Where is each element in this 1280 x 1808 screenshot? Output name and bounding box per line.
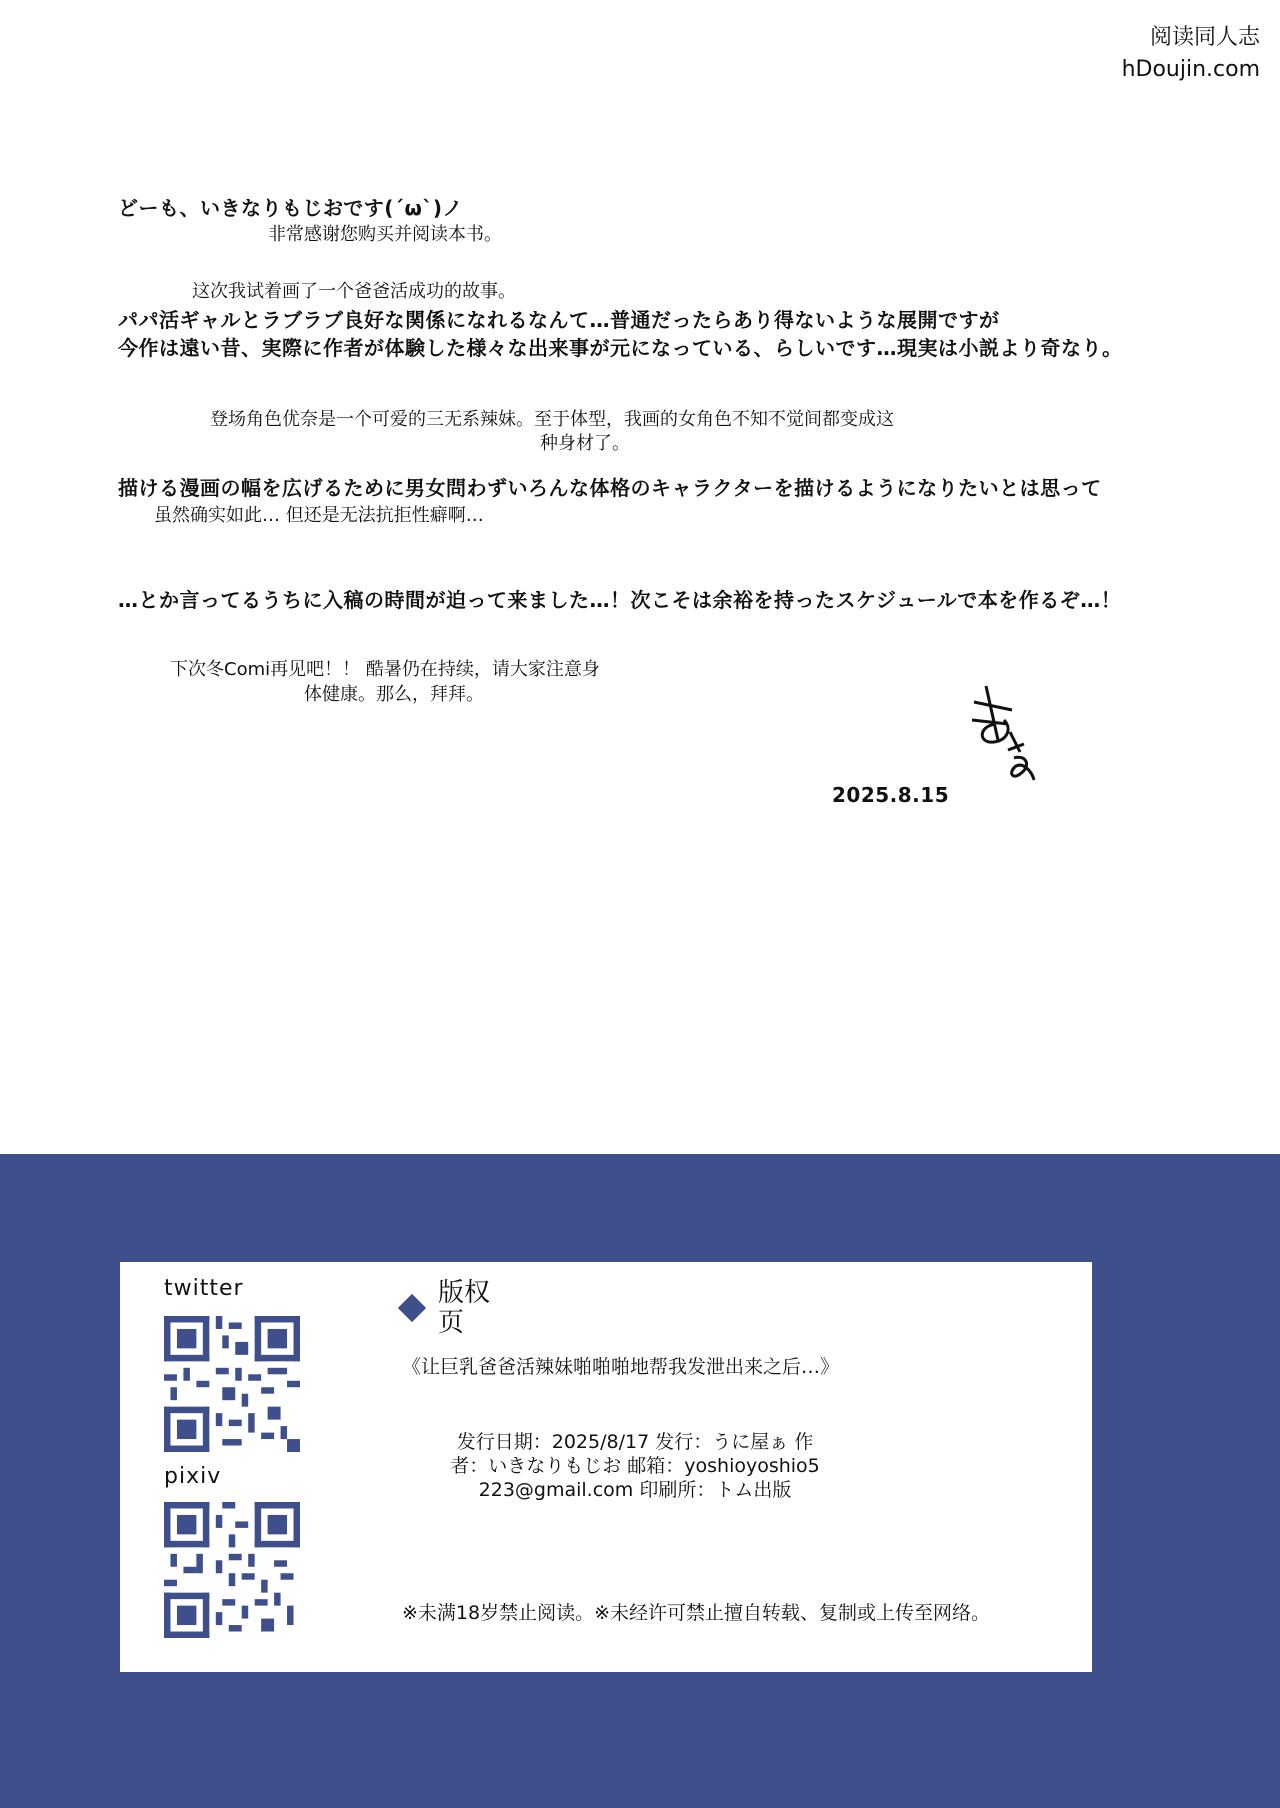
colophon-card [120, 1262, 1092, 1672]
book-title: 《让巨乳爸爸活辣妹啪啪啪地帮我发泄出来之后…》 [402, 1356, 840, 1378]
colophon-header [402, 1278, 498, 1338]
jp-deadline-line: …とか言ってるうちに入稿の時間が迫って来ました…！次こそは余裕を持ったスケジュールで本を作るぞ…！ [118, 588, 1122, 612]
cn-farewell-line-1: 下次冬Comi再见吧！！ 酷暑仍在持续，请大家注意身 [170, 659, 600, 680]
author-signature [968, 680, 1040, 790]
pixiv-qr-code[interactable] [164, 1502, 300, 1638]
colophon-title: 版权页 [438, 1278, 491, 1338]
cn-story: 这次我试着画了一个爸爸活成功的故事。 [192, 281, 516, 302]
watermark-line-2: hDoujin.com [1121, 57, 1260, 82]
jp-papa-line: パパ活ギャルとラブラブ良好な関係になれるなんて…普通だったらあり得ないような展開ですが [118, 308, 1000, 332]
letter-date: 2025.8.15 [832, 783, 950, 807]
cn-farewell-line-2: 体健康。那么，拜拜。 [304, 684, 484, 705]
watermark-line-1: 阅读同人志 [1149, 25, 1260, 50]
cn-fetish-line: 虽然确实如此… 但还是无法抗拒性癖啊… [148, 504, 490, 528]
jp-range-line: 描ける漫画の幅を広げるために男女問わずいろんな体格のキャラクターを描けるようになりたいとは思って [118, 476, 1102, 500]
publication-details: 发行日期：2025/8/17 发行：うに屋ぁ 作者：いきなりもじお 邮箱：yoshioyoshio5223@gmail.com 印刷所：トム出版 [450, 1431, 820, 1501]
twitter-qr-code[interactable] [164, 1316, 300, 1452]
jp-greeting: どーも、いきなりもじおです(´ω`)ノ [118, 196, 463, 220]
cn-heroine-line-2: 种身材了。 [540, 433, 630, 454]
age-and-copyright-notice: ※未满18岁禁止阅读。※未经许可禁止擅自转载、复制或上传至网络。 [402, 1602, 991, 1624]
pixiv-label: pixiv [164, 1464, 222, 1489]
diamond-bullet-icon [398, 1294, 426, 1322]
cn-thanks: 非常感谢您购买并阅读本书。 [262, 223, 508, 247]
cn-heroine-line-1: 登场角色优奈是一个可爱的三无系辣妹。至于体型，我画的女角色不知不觉间都变成这 [204, 408, 900, 432]
twitter-label: twitter [164, 1276, 244, 1301]
jp-past-line: 今作は遠い昔、実際に作者が体験した様々な出来事が元になっている、らしいです…現実は小説より奇なり。 [118, 336, 1123, 360]
